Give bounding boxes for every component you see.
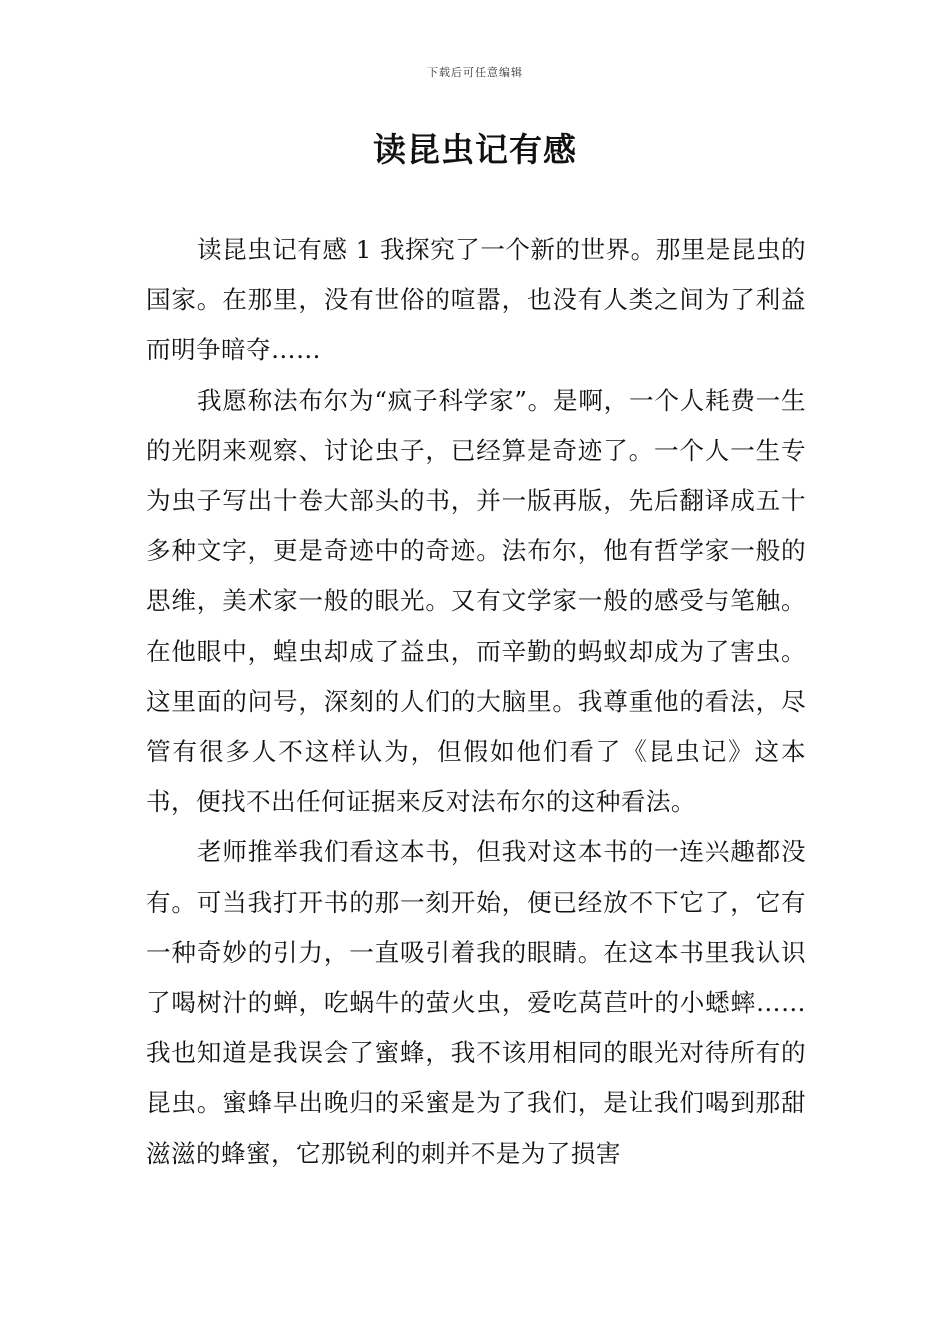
paragraph: 读昆虫记有感 1 我探究了一个新的世界。那里是昆虫的国家。在那里，没有世俗的喧嚣，也没有人类之间为了利益而明争暗夺……	[146, 235, 806, 365]
paragraph: 我愿称法布尔为“疯子科学家”。是啊，一个人耗费一生的光阴来观察、讨论虫子，已经算是奇迹了。一个人一生专为虫子写出十卷大部头的书，并一版再版，先后翻译成五十多种文字，更是奇迹中的奇迹。法布尔，他有哲学家一般的思维，美术家一般的眼光。又有文学家一般的感受与笔触。在他眼中，蝗虫却成了益虫，而辛勤的蚂蚁却成为了害虫。这里面的问号，深刻的人们的大脑里。我尊重他的看法，尽管有很多人不这样认为，但假如他们看了《昆虫记》这本书，便找不出任何证据来反对法布尔的这种看法。	[146, 385, 806, 817]
document-body	[146, 225, 806, 1179]
document-title: 读昆虫记有感	[373, 130, 577, 169]
header-note: 下载后可任意编辑	[427, 66, 523, 79]
paragraph: 老师推举我们看这本书，但我对这本书的一连兴趣都没有。可当我打开书的那一刻开始，便已经放不下它了，它有一种奇妙的引力，一直吸引着我的眼睛。在这本书里我认识了喝树汁的蝉，吃蜗牛的萤火虫，爱吃莴苣叶的小蟋蟀……我也知道是我误会了蜜蜂，我不该用相同的眼光对待所有的昆虫。蜜蜂早出晚归的采蜜是为了我们，是让我们喝到那甜滋滋的蜂蜜，它那锐利的刺并不是为了损害	[146, 837, 806, 1168]
